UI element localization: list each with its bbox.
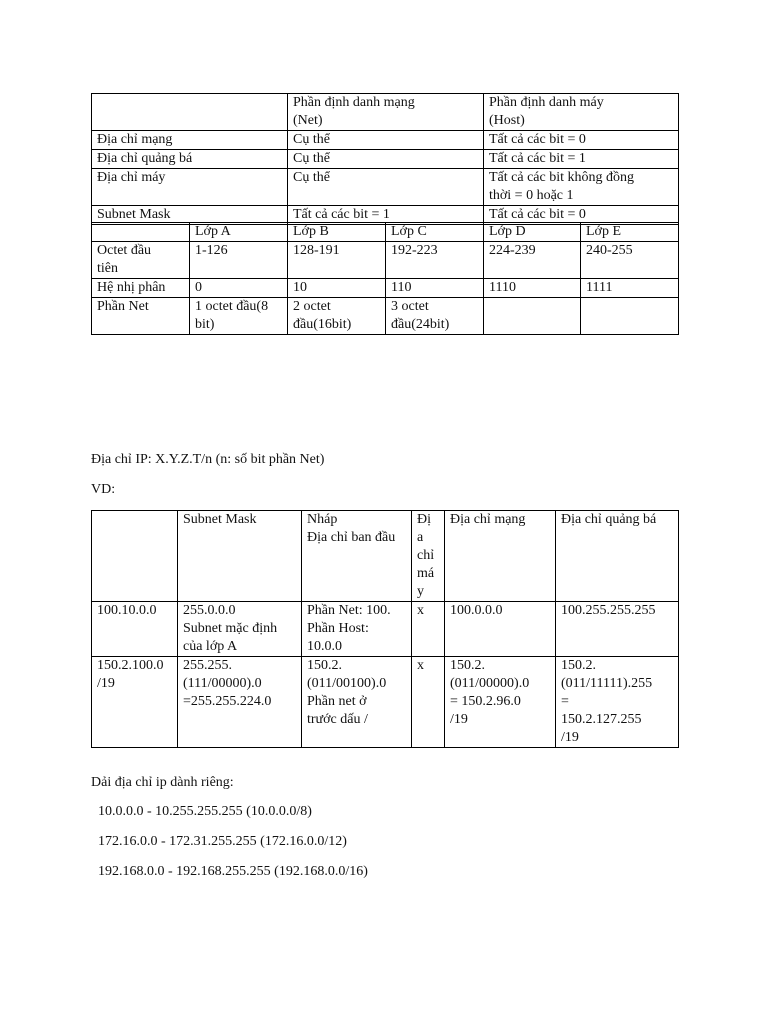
table-row: [92, 279, 679, 298]
table-cell: Tất cả các bit không đồng thời = 0 hoặc 1: [484, 169, 679, 206]
table-cell: 100.255.255.255: [556, 602, 679, 657]
table-cell: 150.2. (011/11111).255 = 150.2.127.255 /19: [556, 657, 679, 748]
table-cell: Địa chỉ quảng bá: [92, 150, 288, 169]
table-row: [92, 169, 679, 206]
table-cell: 10: [288, 279, 386, 298]
table-cell: Tất cả các bit = 0: [484, 131, 679, 150]
table-cell: [92, 223, 190, 242]
table-row: [92, 131, 679, 150]
table-header-cell: Lớp B: [288, 223, 386, 242]
table-row: [92, 94, 679, 131]
table-cell: Phần Net: 100. Phần Host: 10.0.0: [302, 602, 412, 657]
table-cell: Tất cả các bit = 1: [288, 206, 484, 225]
example-label: VD:: [91, 482, 116, 497]
table-cell: Cụ thể: [288, 150, 484, 169]
table-cell: 240-255: [581, 242, 679, 279]
reserved-range-item: 10.0.0.0 - 10.255.255.255 (10.0.0.0/8): [98, 804, 312, 819]
table-row: [92, 223, 679, 242]
reserved-ranges-title: Dải địa chỉ ip dành riêng:: [91, 775, 234, 790]
table-row: [92, 150, 679, 169]
table-header-cell: Subnet Mask: [178, 511, 302, 602]
table-cell: 100.10.0.0: [92, 602, 178, 657]
table-cell: 128-191: [288, 242, 386, 279]
table-cell: 150.2.100.0 /19: [92, 657, 178, 748]
table-cell: 150.2. (011/00100).0 Phần net ở trước dấu /: [302, 657, 412, 748]
reserved-range-item: 172.16.0.0 - 172.31.255.255 (172.16.0.0/12): [98, 834, 347, 849]
table-cell: Cụ thể: [288, 169, 484, 206]
table-header-cell: Lớp A: [190, 223, 288, 242]
table-cell: 224-239: [484, 242, 581, 279]
table-cell: 2 octet đầu(16bit): [288, 298, 386, 335]
table-cell: Cụ thể: [288, 131, 484, 150]
table-row: [92, 298, 679, 335]
table-cell: 255.255. (111/00000).0 =255.255.224.0: [178, 657, 302, 748]
table-row: [92, 657, 679, 748]
table-cell: Subnet Mask: [92, 206, 288, 225]
table-header-cell: Lớp E: [581, 223, 679, 242]
table-row: [92, 511, 679, 602]
table-cell: 1110: [484, 279, 581, 298]
ip-classes-table: [91, 222, 679, 335]
table-cell: Địa chỉ mạng: [92, 131, 288, 150]
table-row: [92, 242, 679, 279]
table-header-cell: Phần định danh mạng (Net): [288, 94, 484, 131]
table-header-cell: Địa chỉ mạng: [445, 511, 556, 602]
table-cell: Hệ nhị phân: [92, 279, 190, 298]
table-cell: 100.0.0.0: [445, 602, 556, 657]
subnet-example-table: [91, 510, 679, 748]
table-cell: 3 octet đầu(24bit): [386, 298, 484, 335]
table-cell: [484, 298, 581, 335]
table-header-cell: Địa chỉ quảng bá: [556, 511, 679, 602]
table-cell: Tất cả các bit = 0: [484, 206, 679, 225]
table-cell: 1-126: [190, 242, 288, 279]
table-cell: [581, 298, 679, 335]
table-cell: 1 octet đầu(8 bit): [190, 298, 288, 335]
table-cell: Phần Net: [92, 298, 190, 335]
table-header-cell: Nháp Địa chỉ ban đầu: [302, 511, 412, 602]
table-cell: x: [412, 602, 445, 657]
table-cell: 1111: [581, 279, 679, 298]
table-header-cell: Lớp C: [386, 223, 484, 242]
table-row: [92, 602, 679, 657]
table-cell: Octet đầu tiên: [92, 242, 190, 279]
table-cell: Địa chỉ máy: [92, 169, 288, 206]
table-cell: 110: [386, 279, 484, 298]
table-cell: [92, 511, 178, 602]
table-cell: 255.0.0.0 Subnet mặc định của lớp A: [178, 602, 302, 657]
table-header-cell: Đị a chỉ má y: [412, 511, 445, 602]
table-cell: 150.2. (011/00000).0 = 150.2.96.0 /19: [445, 657, 556, 748]
table-cell: 0: [190, 279, 288, 298]
ip-format-line: Địa chỉ IP: X.Y.Z.T/n (n: số bit phần Net): [91, 452, 325, 467]
table-cell: [92, 94, 288, 131]
table-cell: Tất cả các bit = 1: [484, 150, 679, 169]
table-cell: x: [412, 657, 445, 748]
table-cell: 192-223: [386, 242, 484, 279]
reserved-range-item: 192.168.0.0 - 192.168.255.255 (192.168.0.0/16): [98, 864, 368, 879]
table-header-cell: Lớp D: [484, 223, 581, 242]
address-types-table: [91, 93, 679, 225]
table-header-cell: Phần định danh máy (Host): [484, 94, 679, 131]
